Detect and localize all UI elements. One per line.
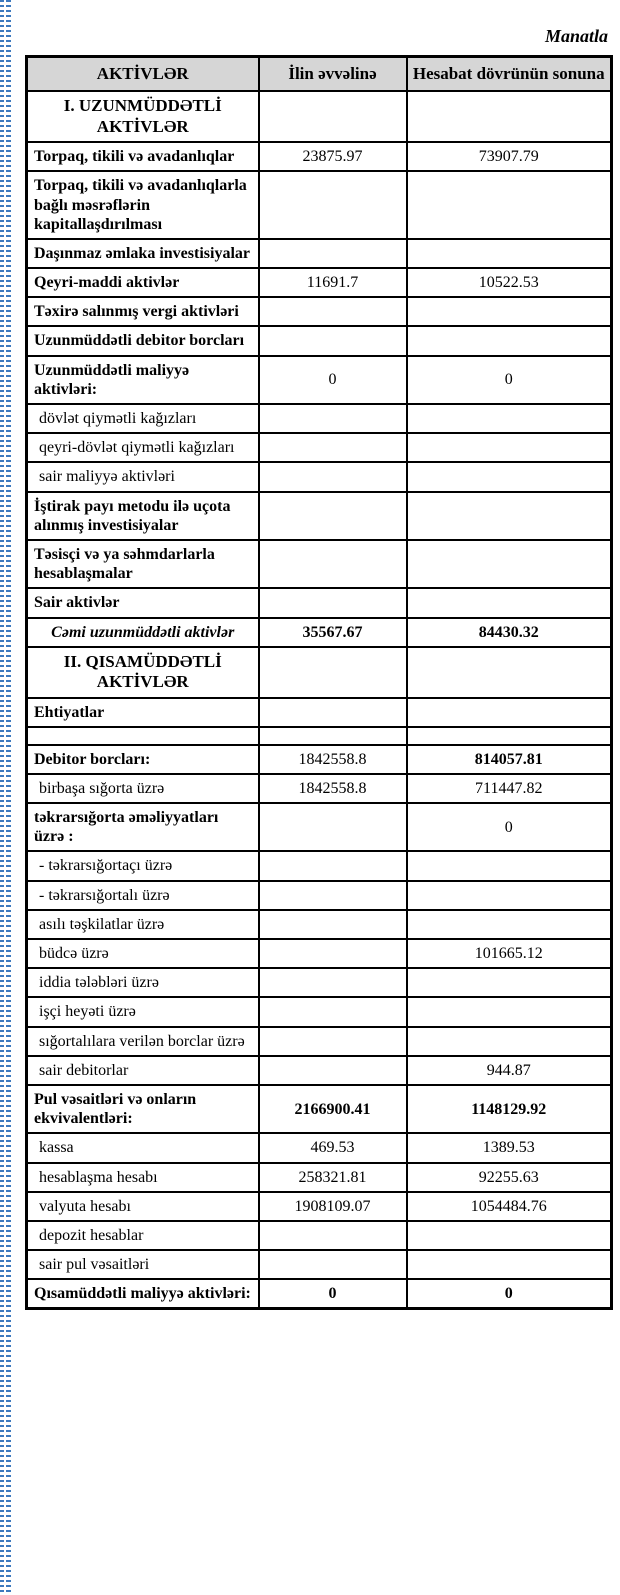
table-row: [27, 698, 612, 727]
value-period-end: 10522.53: [407, 268, 612, 297]
value-year-start: [259, 326, 407, 355]
table-row: [27, 1221, 612, 1250]
column-header-period-end: Hesabat dövrünün sonuna: [407, 57, 612, 92]
value-year-start: [259, 803, 407, 851]
table-body: [27, 91, 612, 1309]
value-period-end: 1148129.92: [407, 1085, 612, 1133]
value-year-start: 23875.97: [259, 142, 407, 171]
value-period-end: 73907.79: [407, 142, 612, 171]
value-year-start: [259, 1250, 407, 1279]
table-row: [27, 239, 612, 268]
value-year-start: [259, 881, 407, 910]
value-year-start: 2166900.41: [259, 1085, 407, 1133]
row-label: Ehtiyatlar: [27, 698, 259, 727]
value-period-end: [407, 588, 612, 617]
value-period-end: [407, 910, 612, 939]
value-period-end: 101665.12: [407, 939, 612, 968]
table-row: [27, 1085, 612, 1133]
value-year-start: [259, 939, 407, 968]
table-row: [27, 803, 612, 851]
value-period-end: [407, 881, 612, 910]
value-period-end: 84430.32: [407, 618, 612, 647]
page: [25, 0, 610, 1310]
value-year-start: [259, 1056, 407, 1085]
table-row: [27, 492, 612, 540]
value-period-end: [407, 326, 612, 355]
value-period-end: 814057.81: [407, 745, 612, 774]
table-row: [27, 1192, 612, 1221]
row-label: Uzunmüddətli debitor borcları: [27, 326, 259, 355]
row-label: I. UZUNMÜDDƏTLİ AKTİVLƏR: [27, 91, 259, 142]
value-period-end: [407, 171, 612, 239]
table-row: [27, 939, 612, 968]
value-period-end: [407, 462, 612, 491]
row-label: təkrarsığorta əməliyyatları üzrə :: [27, 803, 259, 851]
value-period-end: [407, 997, 612, 1026]
row-label: Təsisçi və ya səhmdarlarla hesablaşmalar: [27, 540, 259, 588]
row-label: Debitor borcları:: [27, 745, 259, 774]
value-period-end: [407, 1250, 612, 1279]
row-label: Pul vəsaitləri və onların ekvivalentləri:: [27, 1085, 259, 1133]
value-year-start: [259, 91, 407, 142]
value-period-end: 944.87: [407, 1056, 612, 1085]
value-year-start: [259, 588, 407, 617]
value-year-start: 11691.7: [259, 268, 407, 297]
table-row: [27, 1133, 612, 1162]
table-header-row: [27, 57, 612, 92]
row-label: II. QISAMÜDDƏTLİ AKTİVLƏR: [27, 647, 259, 698]
value-period-end: [407, 1027, 612, 1056]
row-label: sair maliyyə aktivləri: [27, 462, 259, 491]
table-row: [27, 404, 612, 433]
row-label: valyuta hesabı: [27, 1192, 259, 1221]
table-row: [27, 142, 612, 171]
row-label: - təkrarsığortaçı üzrə: [27, 851, 259, 880]
table-row: [27, 540, 612, 588]
value-period-end: [407, 1221, 612, 1250]
value-period-end: [407, 851, 612, 880]
value-year-start: [259, 492, 407, 540]
row-label: Qısamüddətli maliyyə aktivləri:: [27, 1279, 259, 1309]
table-row: [27, 1056, 612, 1085]
value-year-start: [259, 910, 407, 939]
row-label: kassa: [27, 1133, 259, 1162]
currency-note: Manatla: [544, 26, 608, 46]
value-period-end: 1389.53: [407, 1133, 612, 1162]
value-period-end: 1054484.76: [407, 1192, 612, 1221]
value-period-end: [407, 647, 612, 698]
row-label: birbaşa sığorta üzrə: [27, 774, 259, 803]
value-period-end: 92255.63: [407, 1163, 612, 1192]
row-label: sair pul vəsaitləri: [27, 1250, 259, 1279]
row-label: [27, 727, 259, 745]
total-row: [27, 618, 612, 647]
value-period-end: [407, 239, 612, 268]
table-row: [27, 268, 612, 297]
value-year-start: [259, 851, 407, 880]
column-header-year-start: İlin əvvəlinə: [259, 57, 407, 92]
value-year-start: [259, 647, 407, 698]
row-label: depozit hesablar: [27, 1221, 259, 1250]
row-label: iddia tələbləri üzrə: [27, 968, 259, 997]
value-year-start: [259, 433, 407, 462]
value-year-start: 35567.67: [259, 618, 407, 647]
table-row: [27, 1279, 612, 1309]
value-year-start: 258321.81: [259, 1163, 407, 1192]
value-year-start: [259, 1027, 407, 1056]
value-year-start: [259, 1221, 407, 1250]
value-period-end: [407, 698, 612, 727]
value-period-end: 0: [407, 803, 612, 851]
table-row: [27, 1250, 612, 1279]
row-label: Uzunmüddətli maliyyə aktivləri:: [27, 356, 259, 404]
table-row: [27, 326, 612, 355]
table-row: [27, 1163, 612, 1192]
table-row: [27, 356, 612, 404]
value-period-end: 711447.82: [407, 774, 612, 803]
value-year-start: 0: [259, 1279, 407, 1309]
value-period-end: [407, 91, 612, 142]
row-label: Təxirə salınmış vergi aktivləri: [27, 297, 259, 326]
row-label: Cəmi uzunmüddətli aktivlər: [27, 618, 259, 647]
table-row: [27, 851, 612, 880]
value-period-end: [407, 727, 612, 745]
table-row: [27, 588, 612, 617]
table-row: [27, 745, 612, 774]
row-label: asılı təşkilatlar üzrə: [27, 910, 259, 939]
value-period-end: [407, 433, 612, 462]
value-year-start: 1842558.8: [259, 745, 407, 774]
section-row: [27, 91, 612, 142]
row-label: - təkrarsığortalı üzrə: [27, 881, 259, 910]
row-label: Torpaq, tikili və avadanlıqlarla bağlı məsrəflərin kapitallaşdırılması: [27, 171, 259, 239]
row-label: hesablaşma hesabı: [27, 1163, 259, 1192]
value-year-start: [259, 404, 407, 433]
row-label: büdcə üzrə: [27, 939, 259, 968]
value-year-start: 0: [259, 356, 407, 404]
row-label: işçi heyəti üzrə: [27, 997, 259, 1026]
balance-sheet-table: [25, 55, 613, 1310]
row-label: qeyri-dövlət qiymətli kağızları: [27, 433, 259, 462]
value-period-end: 0: [407, 1279, 612, 1309]
table-row: [27, 881, 612, 910]
value-year-start: [259, 462, 407, 491]
value-year-start: 1908109.07: [259, 1192, 407, 1221]
table-row: [27, 171, 612, 239]
value-period-end: [407, 540, 612, 588]
value-year-start: [259, 297, 407, 326]
value-year-start: [259, 171, 407, 239]
row-label: Sair aktivlər: [27, 588, 259, 617]
value-year-start: [259, 698, 407, 727]
value-year-start: [259, 727, 407, 745]
table-row: [27, 462, 612, 491]
value-year-start: [259, 997, 407, 1026]
column-header-assets: AKTİVLƏR: [27, 57, 259, 92]
spacer-row: [27, 727, 612, 745]
value-period-end: [407, 492, 612, 540]
row-label: Daşınmaz əmlaka investisiyalar: [27, 239, 259, 268]
row-label: Qeyri-maddi aktivlər: [27, 268, 259, 297]
binding-edge-decoration: [0, 0, 11, 1595]
row-label: Torpaq, tikili və avadanlıqlar: [27, 142, 259, 171]
value-period-end: [407, 968, 612, 997]
value-period-end: [407, 404, 612, 433]
value-year-start: [259, 239, 407, 268]
value-period-end: 0: [407, 356, 612, 404]
table-row: [27, 774, 612, 803]
row-label: dövlət qiymətli kağızları: [27, 404, 259, 433]
value-year-start: [259, 968, 407, 997]
table-row: [27, 297, 612, 326]
table-row: [27, 968, 612, 997]
value-year-start: 469.53: [259, 1133, 407, 1162]
table-row: [27, 910, 612, 939]
section-row: [27, 647, 612, 698]
row-label: sair debitorlar: [27, 1056, 259, 1085]
value-year-start: [259, 540, 407, 588]
row-label: sığortalılara verilən borclar üzrə: [27, 1027, 259, 1056]
table-row: [27, 433, 612, 462]
value-year-start: 1842558.8: [259, 774, 407, 803]
table-row: [27, 997, 612, 1026]
table-row: [27, 1027, 612, 1056]
value-period-end: [407, 297, 612, 326]
row-label: İştirak payı metodu ilə uçota alınmış investisiyalar: [27, 492, 259, 540]
